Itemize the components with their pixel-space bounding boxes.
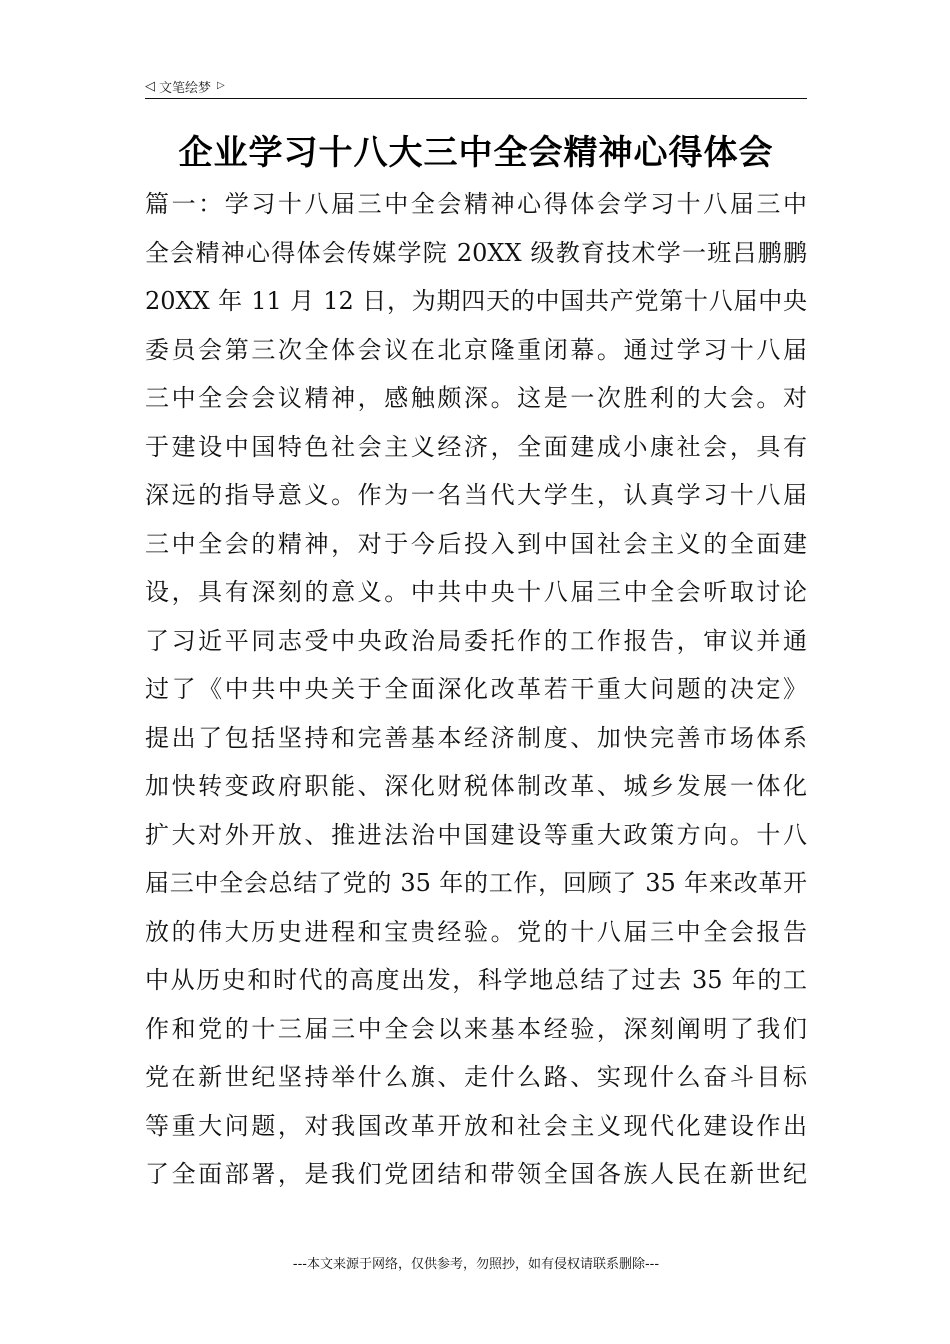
body-line: 设，具有深刻的意义。中共中央十八届三中全会听取讨论: [145, 578, 807, 606]
body-line: 深远的指导意义。作为一名当代大学生，认真学习十八届: [145, 481, 807, 509]
body-line: 了习近平同志受中央政治局委托作的工作报告，审议并通: [145, 626, 807, 655]
body-line: 作和党的十三届三中全会以来基本经验，深刻阐明了我们: [145, 1014, 807, 1043]
body-line: 了全面部署，是我们党团结和带领全国各族人民在新世纪: [145, 1160, 807, 1188]
body-line: 委员会第三次全体会议在北京隆重闭幕。通过学习十八届: [145, 335, 807, 364]
body-line: 中从历史和时代的高度出发，科学地总结了过去 35 年的工: [145, 966, 807, 994]
body-line: 全会精神心得体会传媒学院 20XX 级教育技术学一班吕鹏鹏: [145, 238, 807, 267]
body-line: 篇一：学习十八届三中全会精神心得体会学习十八届三中: [145, 190, 807, 218]
body-line: 三中全会的精神，对于今后投入到中国社会主义的全面建: [145, 529, 807, 558]
body-line: 三中全会会议精神，感触颇深。这是一次胜利的大会。对: [145, 384, 807, 412]
body-line: 加快转变政府职能、深化财税体制改革、城乡发展一体化: [145, 772, 807, 800]
body-line: 党在新世纪坚持举什么旗、走什么路、实现什么奋斗目标: [145, 1063, 807, 1091]
footer-disclaimer: ---本文来源于网络，仅供参考，勿照抄，如有侵权请联系删除---: [292, 1257, 660, 1272]
document-title: 企业学习十八大三中全会精神心得体会: [178, 133, 774, 173]
triangle-right-icon: ▷: [217, 80, 225, 91]
body-line: 过了《中共中央关于全面深化改革若干重大问题的决定》: [145, 675, 807, 703]
header-divider: [145, 98, 807, 99]
body-line: 等重大问题，对我国改革开放和社会主义现代化建设作出: [145, 1111, 807, 1140]
body-line: 扩大对外开放、推进法治中国建设等重大政策方向。十八: [145, 820, 807, 849]
body-line: 放的伟大历史进程和宝贵经验。党的十八届三中全会报告: [145, 917, 807, 946]
body-line: 提出了包括坚持和完善基本经济制度、加快完善市场体系: [145, 723, 807, 752]
body-line: 于建设中国特色社会主义经济，全面建成小康社会，具有: [145, 432, 807, 461]
body-line: 20XX 年 11 月 12 日，为期四天的中国共产党第十八届中央: [145, 287, 807, 315]
body-line: 届三中全会总结了党的 35 年的工作，回顾了 35 年来改革开: [145, 869, 807, 897]
page-header: [145, 74, 807, 98]
header-brand: 文笔绘梦: [159, 80, 212, 96]
triangle-left-icon: ◁: [145, 78, 155, 94]
body-paragraph: [145, 180, 807, 1199]
